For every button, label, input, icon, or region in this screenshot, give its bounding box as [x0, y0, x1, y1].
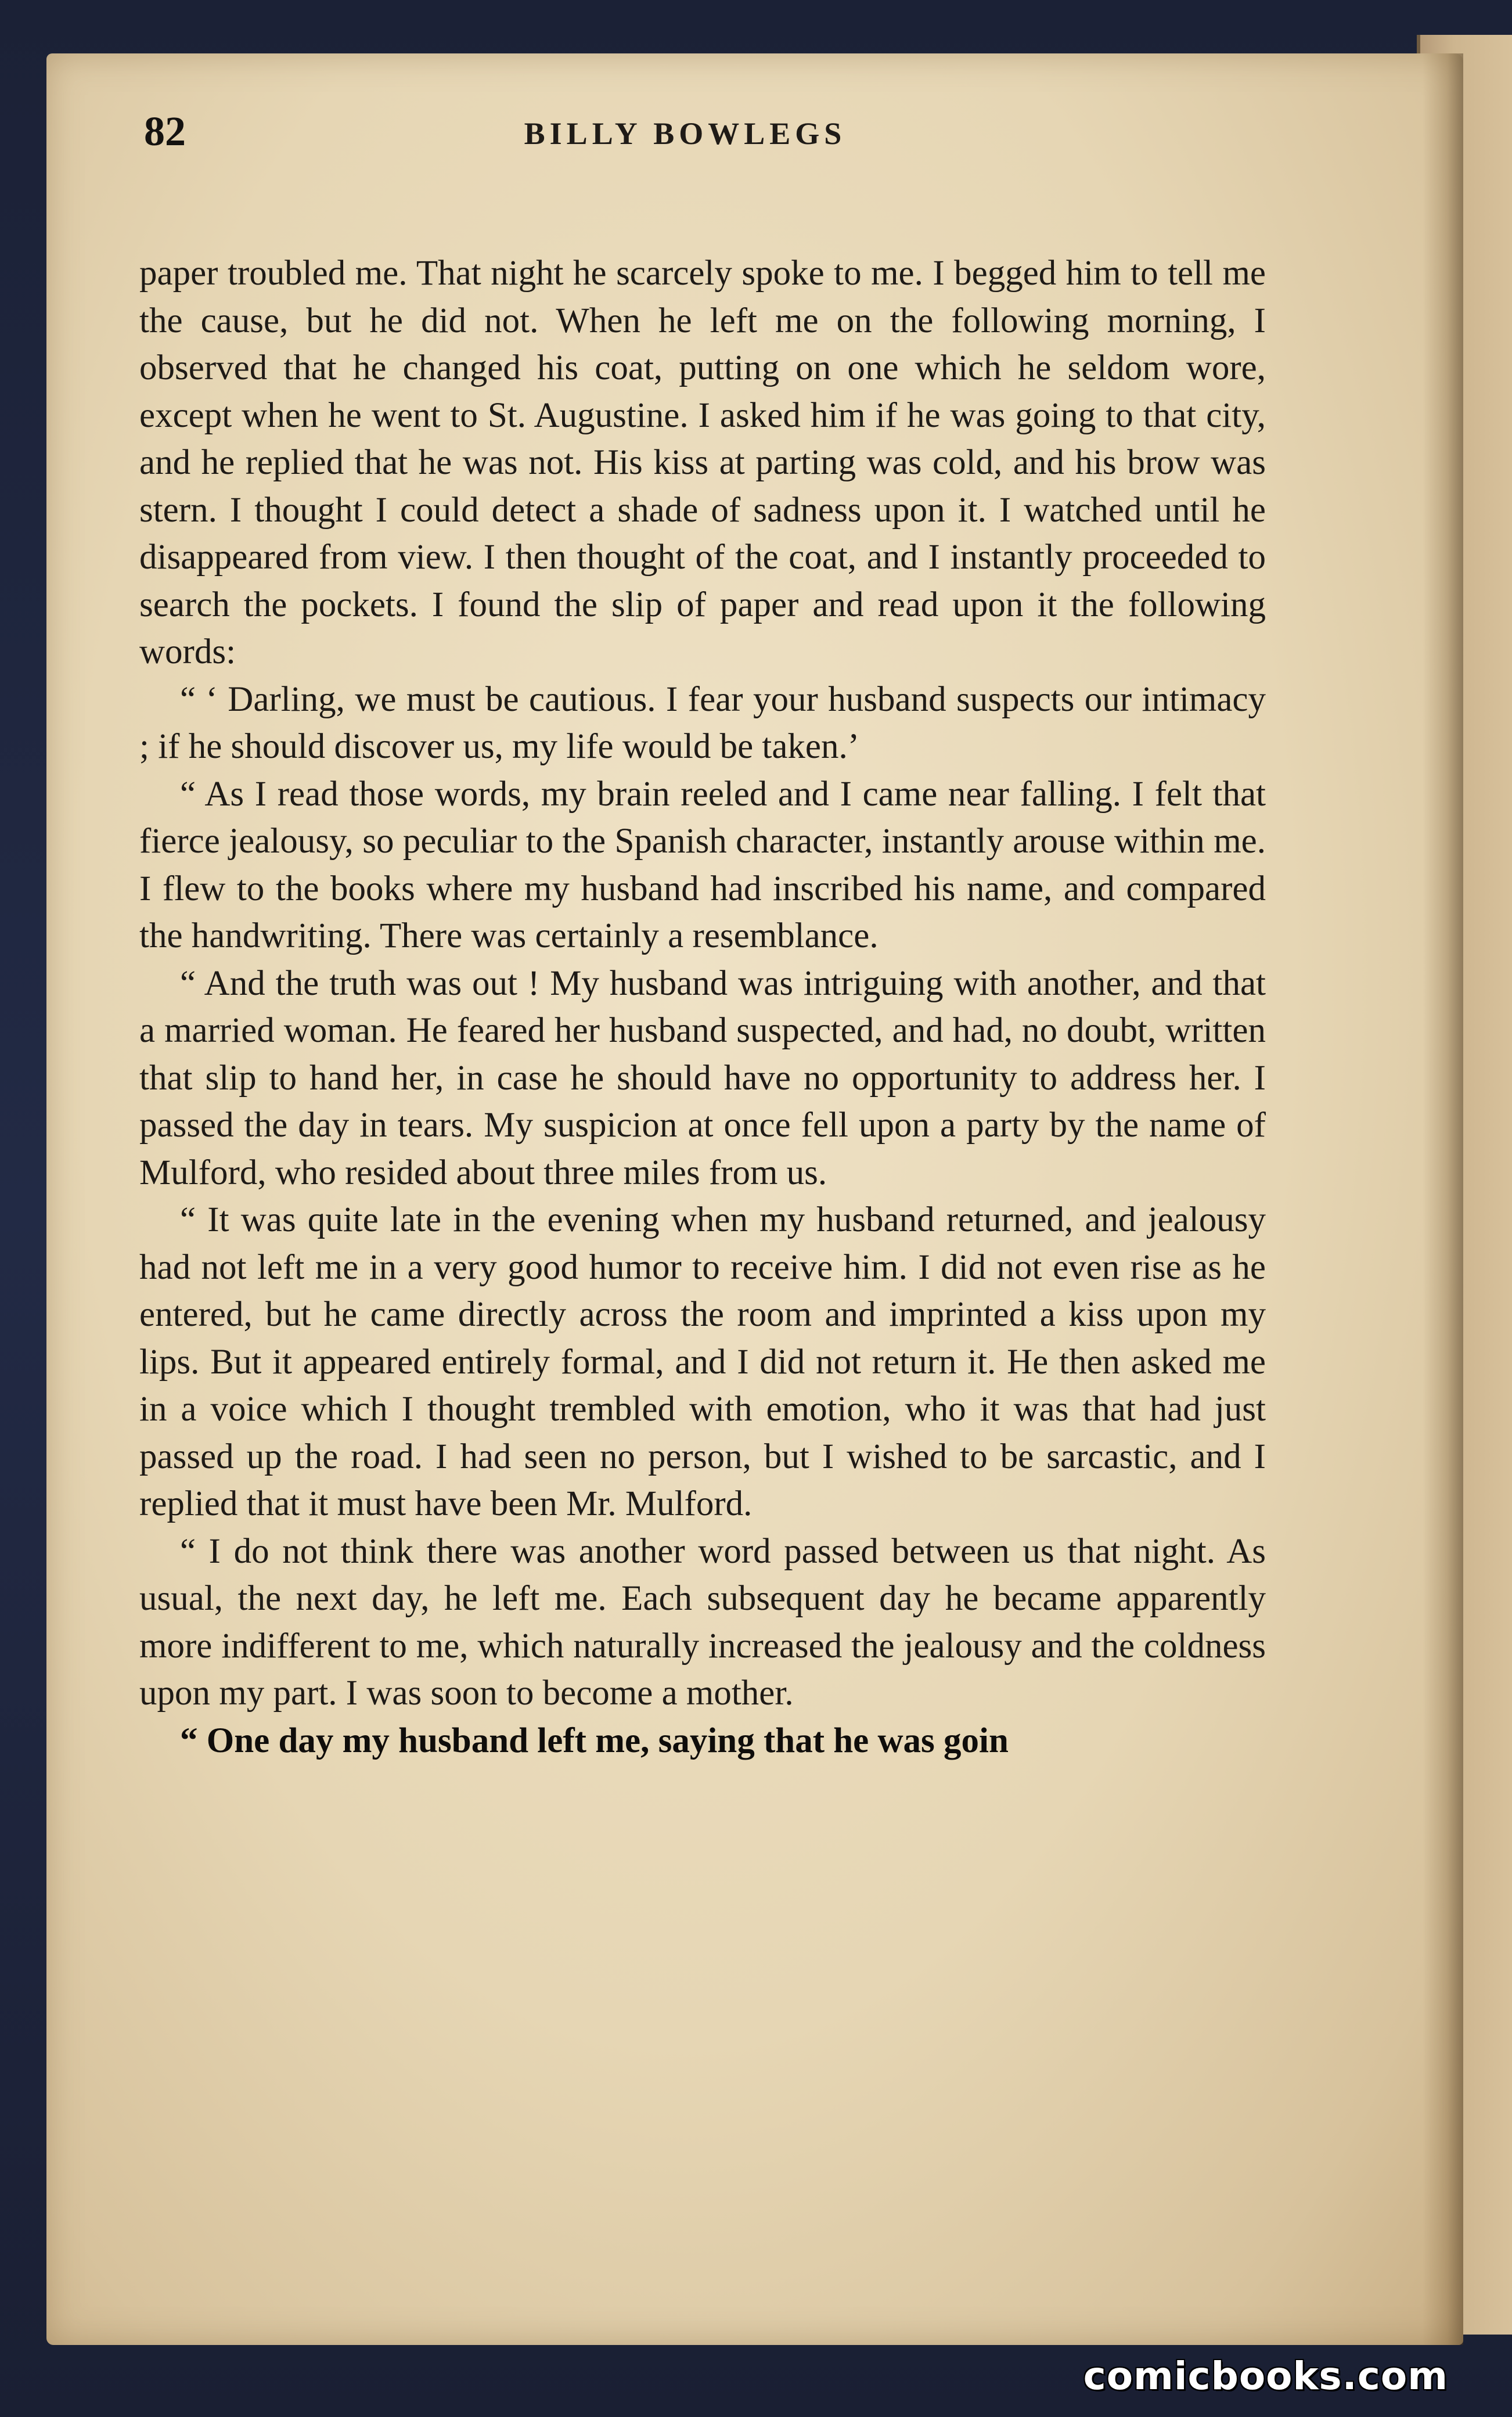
- page-number: 82: [144, 108, 186, 154]
- paragraph: “ It was quite late in the evening when my husband returned, and jealousy had not left me in a very good humor to receive him. I did not even rise as he entered, but he came directly across the room and imprinted a kiss upon my lips. But it appeared entirely formal, and I did not return it. He then asked me in a voice which I thought trembled with emotion, who it was that had just passed up the road. I had seen no person, but I wished to be sarcastic, and I replied that it must have been Mr. Mulford.: [139, 1200, 1266, 1523]
- paragraph: paper troubled me. That night he scarcely spoke to me. I begged him to tell me the cause, but he did not. When he left me on the following morning, I observed that he changed his coat, putting on one which he seldom wore, except when he went to St. Augustine. I asked him if he was going to that city, and he replied that he was not. His kiss at parting was cold, and his brow was stern. I thought I could detect a shade of sadness upon it. I watched until he disappeared from view. I then thought of the coat, and I instantly proceeded to search the pockets. I found the slip of paper and read upon it the following words:: [139, 254, 1266, 671]
- running-head: BILLY BOWLEGS: [524, 116, 847, 151]
- body-text: [139, 250, 1266, 1764]
- paragraph: “ And the truth was out ! My husband was intriguing with another, and that a married woman. He feared her husband suspected, and had, no doubt, written that slip to hand her, in case he should have no opportunity to address her. I passed the day in tears. My suspicion at once fell upon a party by the name of Mulford, who resided about three miles from us.: [139, 963, 1266, 1192]
- paragraph: “ As I read those words, my brain reeled and I came near falling. I felt that fierce jealousy, so peculiar to the Spanish character, instantly arouse within me. I flew to the books where my husband had inscribed his name, and compared the handwriting. There was certainly a resemblance.: [139, 774, 1266, 955]
- source-watermark: comicbooks.com: [1083, 2354, 1448, 2398]
- paragraph: “ One day my husband left me, saying that he was goin: [180, 1721, 1009, 1760]
- page-header: [93, 107, 1277, 177]
- page-gutter-shadow: [1423, 53, 1463, 2345]
- paragraph: “ ‘ Darling, we must be cautious. I fear your husband suspects our intimacy ; if he should discover us, my life would be taken.’: [139, 679, 1266, 766]
- paragraph: “ I do not think there was another word passed between us that night. As usual, the next day, he left me. Each subsequent day he became apparently more indifferent to me, which naturally increased the jealousy and the coldness upon my part. I was soon to become a mother.: [139, 1531, 1266, 1713]
